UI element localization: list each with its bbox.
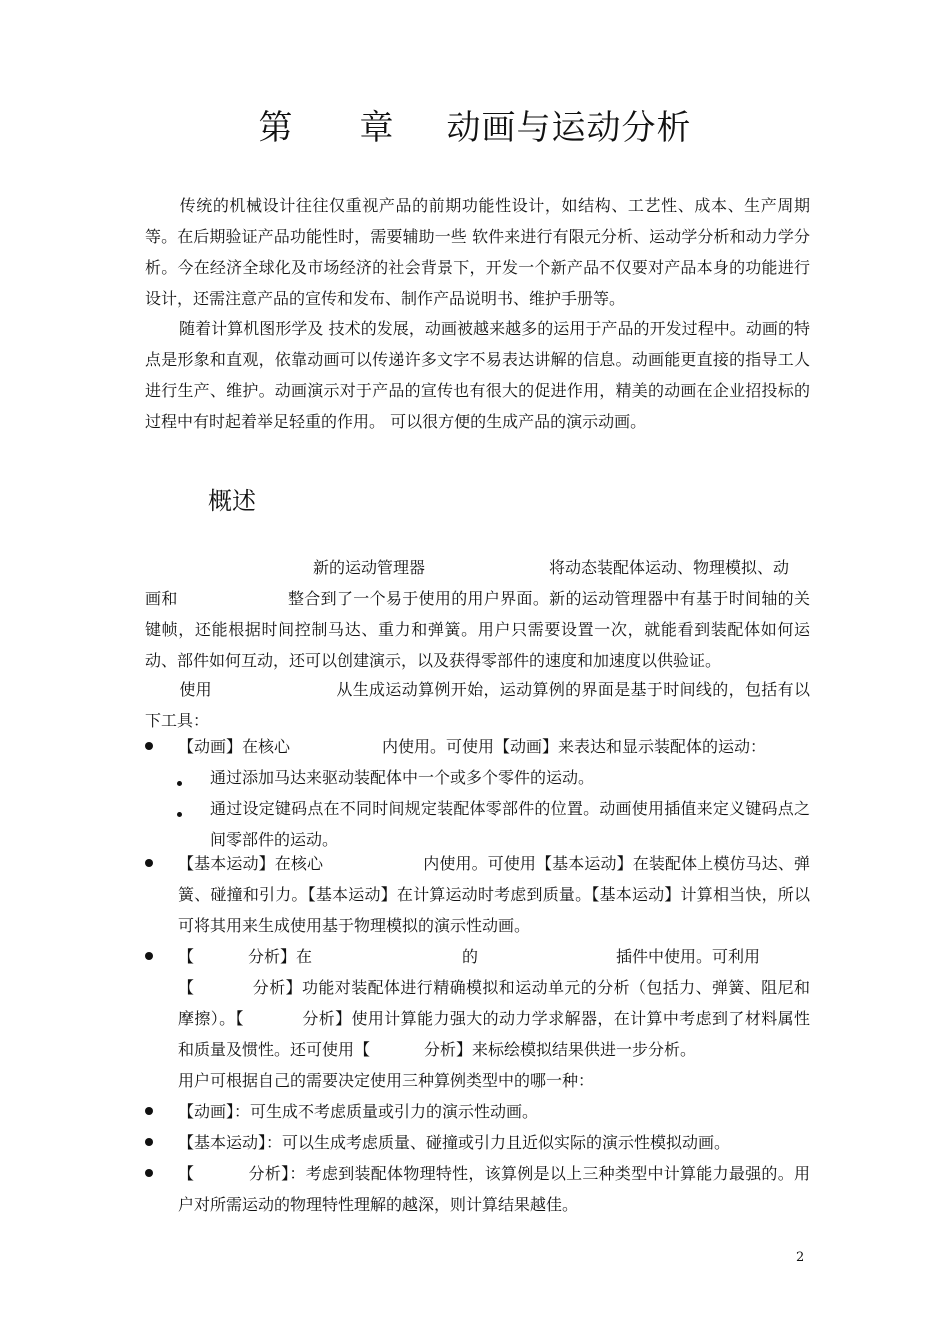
bullet-dot (145, 859, 153, 867)
type-animation-item: 【动画】：可生成不考虑质量或引力的演示性动画。 (178, 1102, 539, 1121)
tool-basic-motion-item: 【基本运动】在核心 内使用。可使用【基本运动】在装配体上模仿马达、弹簧、碰撞和引力。【基本运动】在计算运动时考虑到质量。【基本运动】计算相当快，所以可将其用来生成使用基于物理模拟的演示性动画。 (178, 854, 810, 935)
tool-motion-analysis-item: 【 分析】在 的 插件中使用。可利用 【 分析】功能对装配体进行精确模拟和运动单元的分析（包括力、弹簧、阻尼和摩擦）。【 分析】使用计算能力强大的动力学求解器，在计算中考虑到了材料属性和质量及惯性。还可使用【 分析】来标绘模拟结果供进一步分析。 (178, 947, 810, 1059)
tool-animation-sub-1: 通过添加马达来驱动装配体中一个或多个零件的运动。 (210, 768, 595, 787)
bullet-dot (145, 742, 153, 750)
tool-animation-sub-2: 通过设定键码点在不同时间规定装配体零部件的位置。动画使用插值来定义键码点之间零部件的运动。 (210, 799, 810, 849)
chapter-title (0, 100, 950, 149)
bullet-dot (145, 1169, 153, 1177)
sub-bullet-dot (177, 781, 182, 786)
chapter-label: 第 (258, 108, 294, 148)
overview-paragraph-2: 使用 从生成运动算例开始，运动算例的界面是基于时间线的，包括有以下工具： (145, 680, 810, 730)
bullet-dot (145, 1107, 153, 1115)
type-basic-motion-item: 【基本运动】：可以生成考虑质量、碰撞或引力且近似实际的演示性模拟动画。 (178, 1133, 731, 1152)
page-number: 2 (796, 1250, 805, 1265)
type-motion-analysis-item: 【 分析】：考虑到装配体物理特性，该算例是以上三种类型中计算能力最强的。用户对所需运动的物理特性理解的越深，则计算结果越佳。 (178, 1164, 810, 1214)
bullet-dot (145, 952, 153, 960)
overview-paragraph-1: 新的运动管理器 将动态装配体运动、物理模拟、动 画和 整合到了一个易于使用的用户界面。新的运动管理器中有基于时间轴的关键帧，还能根据时间控制马达、重力和弹簧。用户只需要设置一次，就能看到装配体如何运动、部件如何互动，还可以创建演示，以及获得零部件的速度和加速度以供验证。 (145, 558, 810, 670)
sub-bullet-dot (177, 812, 182, 817)
intro-paragraph-1: 传统的机械设计往往仅重视产品的前期功能性设计，如结构、工艺性、成本、生产周期等。在后期验证产品功能性时，需要辅助一些 软件来进行有限元分析、运动学分析和动力学分析。今在经济全球化及市场经济的社会背景下，开发一个新产品不仅要对产品本身的功能进行设计，还需注意产品的宣传和发布、制作产品说明书、维护手册等。 (145, 196, 810, 308)
chapter-title-text: 动画与运动分析 (446, 108, 692, 148)
tool-animation-item: 【动画】在核心 内使用。可使用【动画】来表达和显示装配体的运动： (178, 737, 767, 756)
intro-paragraph-2: 随着计算机图形学及 技术的发展，动画被越来越多的运用于产品的开发过程中。动画的特点是形象和直观，依靠动画可以传递许多文字不易表达讲解的信息。动画能更直接的指导工人进行生产、维护。动画演示对于产品的宣传也有很大的促进作用，精美的动画在企业招投标的过程中有时起着举足轻重的作用。 可以很方便的生成产品的演示动画。 (145, 319, 810, 431)
section-heading: 概述 (208, 487, 256, 515)
bullet-dot (145, 1138, 153, 1146)
choose-study-line: 用户可根据自己的需要决定使用三种算例类型中的哪一种： (178, 1071, 595, 1090)
chapter-char: 章 (359, 108, 395, 148)
